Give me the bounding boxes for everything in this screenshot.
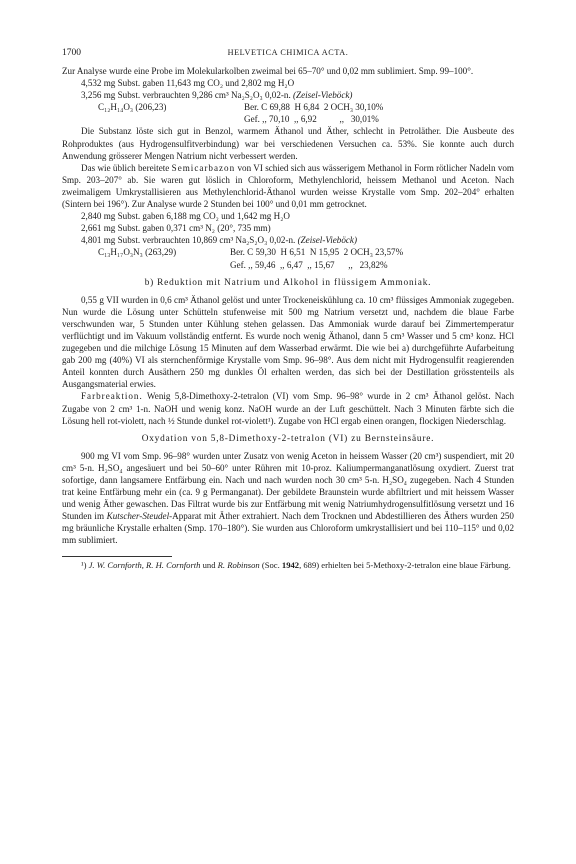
analysis-line-4: 2,661 mg Subst. gaben 0,371 cm³ N₂ (20°, 735 mm) <box>81 223 271 234</box>
semicarbazone-term: Semicarbazon <box>171 162 236 173</box>
page-number: 1700 <box>62 48 81 58</box>
journal-title: HELVETICA CHIMICA ACTA. <box>227 48 349 57</box>
section-heading-reduction: b) Reduktion mit Natrium und Alkohol in flüssigem Ammoniak. <box>144 277 432 288</box>
page <box>62 47 514 571</box>
formula-spacer <box>62 113 244 125</box>
analysis-line-5-text: 4,801 mg Subst. verbrauchten 10,869 cm³ Na₂S₂O₃ 0,02-n. <box>81 235 296 246</box>
analysis-line-5-method: (Zeisel-Vieböck) <box>297 235 357 246</box>
paragraph-semicarbazone <box>62 162 514 210</box>
calc-row-2 <box>62 246 514 258</box>
footnote-authors: J. W. Cornforth, R. H. Cornforth <box>88 559 201 570</box>
calc-row <box>62 101 514 113</box>
oxidation-text-2: -Apparat mit Äther extrahiert. Nach dem Trocknen und Abdestillieren des Äthers wurden 250 mg bräunliche Krystalle erhalten (Smp. 170–180°). Sie wurden aus Chloroform umkrystallisiert und bei 110–115° und 0,02 mm sublimiert. <box>62 511 514 546</box>
analysis-line-2-method: (Zeisel-Vieböck) <box>293 90 353 101</box>
footnote-ref-b: , 689) erhielten bei 5-Methoxy-2-tetralon eine blaue Färbung. <box>299 559 511 570</box>
found-values: Gef. ,, 70,10 ,, 6,92 ,, 30,01% <box>244 114 379 125</box>
formula-spacer-2 <box>62 259 230 271</box>
analysis-line-2-text: 3,256 mg Subst. verbrauchten 9,286 cm³ Na₂S₂O₃ 0,02-n. <box>81 90 291 101</box>
footnote-and: und <box>200 559 218 570</box>
calc-values: Ber. C 69,88 H 6,84 2 OCH₃ 30,10% <box>244 102 384 113</box>
analysis-line-2 <box>62 89 514 101</box>
calc-values-2: Ber. C 59,30 H 6,51 N 15,95 2 OCH₃ 23,57% <box>230 247 404 258</box>
found-row-2 <box>62 259 514 271</box>
oxidation-apparatus: Kutscher-Steudel <box>106 511 170 522</box>
section-heading-oxidation: Oxydation von 5,8-Dimethoxy-2-tetralon (VI) zu Bernsteinsäure. <box>141 433 435 444</box>
found-values-2: Gef. ,, 59,46 ,, 6,47 ,, 15,67 ,, 23,82% <box>230 259 388 270</box>
footnote-rule <box>62 556 172 557</box>
paragraph-color-reaction <box>62 390 514 426</box>
analysis-line-5 <box>62 234 514 246</box>
footnote-author-3: R. Robinson <box>217 559 260 570</box>
found-row <box>62 113 514 125</box>
color-reaction-term: Farbreaktion. <box>81 391 143 402</box>
footnote <box>62 560 514 571</box>
paragraph-oxidation <box>62 450 514 547</box>
semicarbazone-text: von VI schied sich aus wässerigem Methanol in Form rötlicher Nadeln vom Smp. 203–207° ab. Sie waren gut löslich in Chloroform, Methylenchlorid, heissem Methanol und Aceton. Nach zweimaligem Umkrystallisieren aus Methylenchlorid-Äthanol wurden weisse Krystalle vom Smp. 202–204° erhalten (Sintern bei 196°). Zur Analyse wurde 2 Stunden bei 100° und 0,01 mm getrocknet. <box>62 162 514 210</box>
analysis-line-3: 2,840 mg Subst. gaben 6,188 mg CO₂ und 1,642 mg H₂O <box>81 211 290 222</box>
paragraph-solubility: Die Substanz löste sich gut in Benzol, warmem Äthanol und Äther, schlecht in Petroläther. Die Ausbeute des Rohproduktes (aus Hydrogensulfitverbindung) war bei verschiedenen Versuchen ca. 53%. Sie konnte auch durch Anwendung grösserer Mengen Natrium nicht verbessert werden. <box>62 126 514 161</box>
color-reaction-text: Wenig 5,8-Dimethoxy-2-tetralon (VI) vom Smp. 96–98° wurde in 2 cm³ Äthanol gelöst. Nach Zugabe von 2 cm³ 1-n. NaOH und wenig konz. NaOH wurde an der Luft geschüttelt. Nach 3 Minuten färbte sich die Lösung hell rot-violett, nach ½ Stunde dunkel rot-violett¹). Zugabe von HCl ergab einen orangen, flockigen Niederschlag. <box>62 391 514 426</box>
paragraph-reduction: 0,55 g VII wurden in 0,6 cm³ Äthanol gelöst und unter Trockeneiskühlung ca. 10 cm³ flüssiges Ammoniak zugegeben. Nun wurde die Lösung unter Schütteln stufenweise mit 500 mg Natrium versetzt und, nachdem die blaue Farbe verschwunden war, 5 Stunden unter Kühlung stehen gelassen. Das Ammoniak wurde darauf bei Zimmertemperatur verflüchtigt und im Vakuum vollständig entfernt. Es wurde noch wenig Äthanol, dann 5 cm³ Wasser und 5 cm³ konz. HCl zugegeben und die milchige Lösung 15 Minuten auf dem Wasserbad erwärmt. Die wie bei a) durchgeführte Aufarbeitung gab 200 mg (40%) VI als sternchenförmige Krystalle vom Smp. 96–98°. Aus dem nicht mit Hydrogensulfit reagierenden Anteil konnten durch Ausäthern 250 mg dunkles Öl erhalten werden, das sich bei der Destillation grösstenteils als Ausgangsmaterial erwies. <box>62 294 514 390</box>
footnote-ref-a: (Soc. <box>259 559 282 570</box>
formula-2: C₁₃H₁₇O₃N₃ (263,29) <box>98 247 177 258</box>
footnote-year: 1942 <box>281 559 300 570</box>
running-head <box>62 47 514 61</box>
analysis-line-1: 4,532 mg Subst. gaben 11,643 mg CO₂ und 2,802 mg H₂O <box>81 78 295 89</box>
oxidation-text-1: 900 mg VI vom Smp. 96–98° wurden unter Zusatz von wenig Aceton in heissem Wasser (20 cm³) suspendiert, mit 20 cm³ 5-n. H₂SO₄ angesäuert und bei 50–60° unter Rühren mit 10-proz. Kaliumpermanganatlösung oxydiert. Zuerst trat sofortige, dann langsamere Entfärbung ein. Nach und nach wurden noch 30 cm³ 5-n. H₂SO₄ zugegeben. Nach 4 Stunden trat keine Entfärbung mehr ein (ca. 9 g Permanganat). Der gebildete Braunstein wurde abfiltriert und mit heissem Wasser und wenig Äther gewaschen. Das Filtrat wurde bis zur Entfärbung mit wenig Natriumhydrogensulfitlösung versetzt und 16 Stunden im <box>62 450 514 522</box>
analysis-intro: Zur Analyse wurde eine Probe im Molekularkolben zweimal bei 65–70° und 0,02 mm sublimiert. Smp. 99–100°. <box>62 66 474 76</box>
semicarbazone-intro: Das wie üblich bereitete <box>81 162 172 173</box>
footnote-marker: ¹) <box>81 559 89 570</box>
formula: C₁₂H₁₄O₃ (206,23) <box>98 102 167 113</box>
